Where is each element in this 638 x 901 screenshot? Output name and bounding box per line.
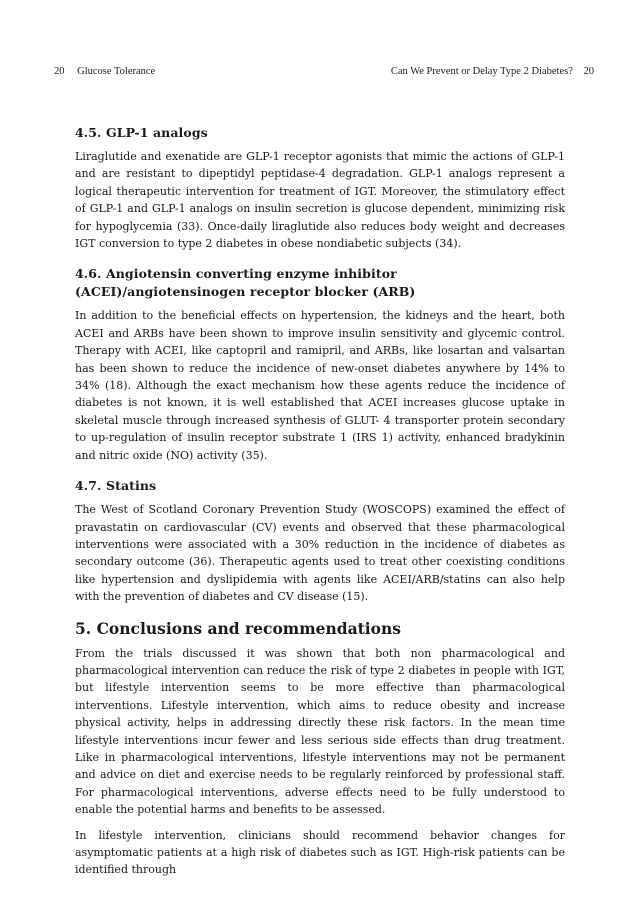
page-number-left: 20 — [54, 66, 65, 77]
section-statins — [75, 477, 565, 605]
running-title-left: Glucose Tolerance — [77, 66, 156, 77]
section-glp1 — [75, 124, 565, 252]
section-conclusions — [75, 619, 565, 879]
running-header-right — [383, 66, 594, 77]
section-conclusions-heading: 5. Conclusions and recommendations — [75, 618, 402, 638]
section-statins-paragraph: The West of Scotland Coronary Prevention Study (WOSCOPS) examined the effect of pravastatin on cardiovascular (CV) events and observed that these pharmacological interventions were associated with a 30% reduction in the incidence of diabetes as secondary outcome (36). Therapeutic agents used to treat other coexisting conditions like hypertension and dyslipidemia with agents like ACEI/ARB/statins can also help with the prevention of diabetes and CV disease (15). — [75, 503, 565, 604]
section-conclusions-paragraph-1: From the trials discussed it was shown that both non pharmacological and pharmacological intervention can reduce the risk of type 2 diabetes in people with IGT, but lifestyle intervention seems to be more effective than pharmacological interventions. Lifestyle intervention, which aims to reduce obesity and increase physical activity, helps in addressing directly these risk factors. In the mean time lifestyle interventions incur fewer and less serious side effects than drug treatment. Like in pharmacological interventions, lifestyle interventions may not be permanent and advice on diet and exercise needs to be regularly reinforced by professional staff. For pharmacological interventions, adverse effects need to be fully understood to enable the potential harms and benefits to be assessed. — [75, 646, 565, 817]
running-header — [54, 66, 594, 77]
section-conclusions-paragraph-2: In lifestyle intervention, clinicians should recommend behavior changes for asymptomatic patients at a high risk of diabetes such as IGT. High-risk patients can be identified through — [75, 828, 565, 877]
running-title-right: Can We Prevent or Delay Type 2 Diabetes? — [390, 66, 573, 77]
section-statins-heading: 4.7. Statins — [75, 478, 157, 494]
section-glp1-paragraph: Liraglutide and exenatide are GLP-1 receptor agonists that mimic the actions of GLP-1 and are resistant to dipeptidyl peptidase-4 degradation. GLP-1 analogs represent a logical therapeutic intervention for treatment of IGT. Moreover, the stimulatory effect of GLP-1 and GLP-1 analogs on insulin secretion is glucose dependent, minimizing risk for hypoglycemia (33). Once-daily liraglutide also reduces body weight and decreases IGT conversion to type 2 diabetes in obese nondiabetic subjects (34). — [75, 150, 565, 251]
page-body — [75, 124, 565, 885]
running-header-left — [54, 66, 165, 77]
section-glp1-heading: 4.5. GLP-1 analogs — [75, 125, 208, 140]
page-number-right: 20 — [583, 66, 594, 77]
section-acei — [75, 265, 565, 464]
section-acei-heading: 4.6. Angiotensin converting enzyme inhibitor (ACEI)/angiotensinogen receptor blocker (ARB) — [75, 266, 416, 300]
section-acei-paragraph: In addition to the beneficial effects on hypertension, the kidneys and the heart, both ACEI and ARBs have been shown to improve insulin sensitivity and glycemic control. Therapy with ACEI, like captopril and ramipril, and ARBs, like losartan and valsartan has been shown to reduce the incidence of new-onset diabetes anywhere by 14% to 34% (18). Although the exact mechanism how these agents reduce the incidence of diabetes is not known, it is well established that ACEI increases glucose uptake in skeletal muscle through increased synthesis of GLUT- 4 transporter protein secondary to up-regulation of insulin receptor substrate 1 (IRS 1) activity, enhanced bradykinin and nitric oxide (NO) activity (35). — [75, 309, 565, 462]
